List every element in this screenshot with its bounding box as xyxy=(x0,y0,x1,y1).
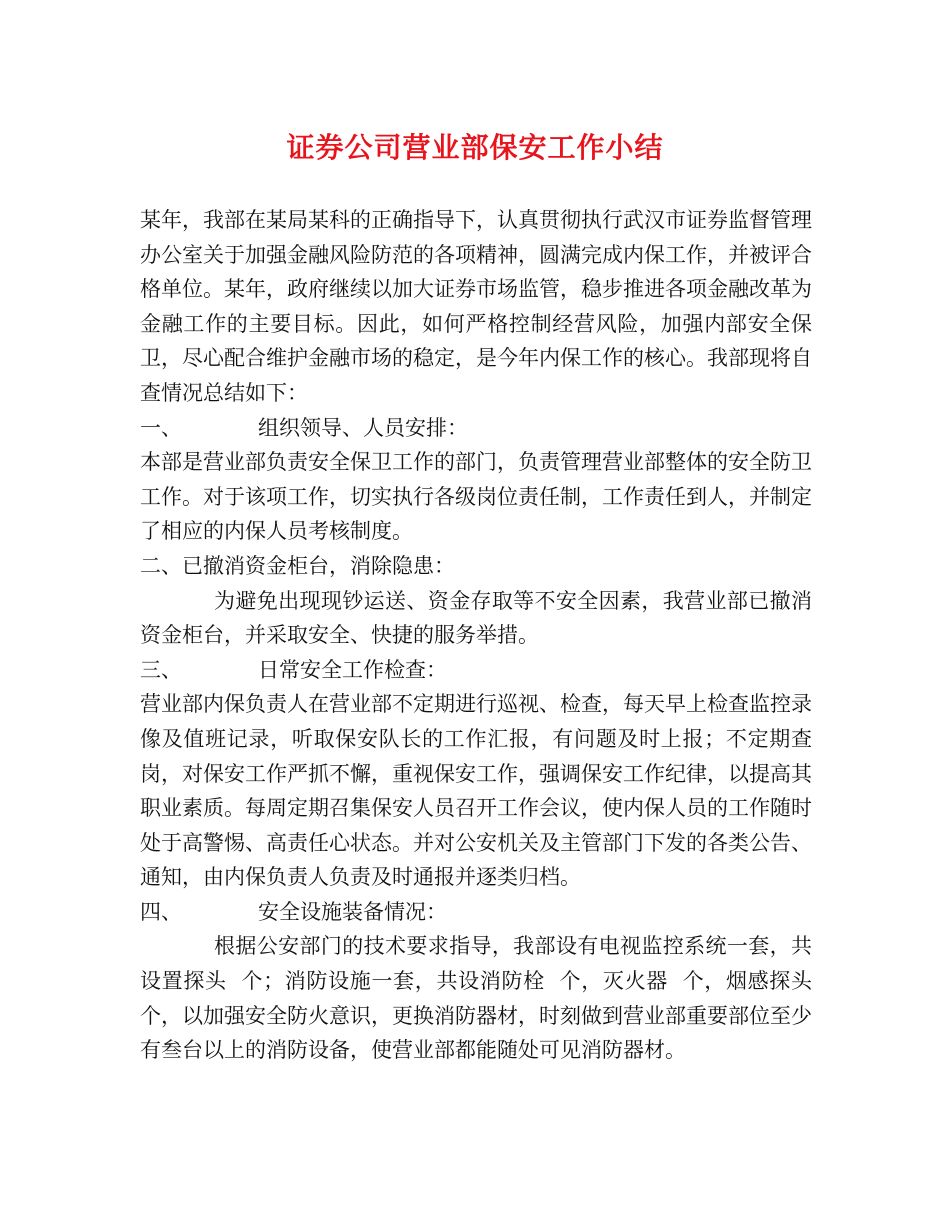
section-1-heading xyxy=(140,411,812,446)
section-3-heading xyxy=(140,653,812,688)
document-body xyxy=(140,203,839,1068)
section-2-paragraph: 为避免出现现钞运送、资金存取等不安全因素，我营业部已撤消资金柜台，并采取安全、快捷的服务举措。 xyxy=(140,588,812,648)
section-4-title: 安全设施装备情况： xyxy=(258,899,447,924)
section-3-paragraph: 营业部内保负责人在营业部不定期进行巡视、检查，每天早上检查监控录像及值班记录，听取保安队长的工作汇报，有问题及时上报；不定期查岗，对保安工作严抓不懈，重视保安工作，强调保安工作纪律，以提高其职业素质。每周定期召集保安人员召开工作会议，使内保人员的工作随时处于高警惕、高责任心状态。并对公安机关及主管部门下发的各类公告、通知，由内保负责人负责及时通报并逐类归档。 xyxy=(140,692,812,890)
section-1-number: 一、 xyxy=(140,415,182,440)
document-title: 证券公司营业部保安工作小结 xyxy=(286,131,664,164)
section-1-paragraph: 本部是营业部负责安全保卫工作的部门，负责管理营业部整体的安全防卫工作。对于该项工作，切实执行各级岗位责任制，工作责任到人，并制定了相应的内保人员考核制度。 xyxy=(140,450,812,544)
section-2-heading: 二、已撤消资金柜台，消除隐患： xyxy=(140,553,455,578)
section-3-title: 日常安全工作检查： xyxy=(258,657,447,682)
intro-paragraph: 某年，我部在某局某科的正确指导下，认真贯彻执行武汉市证券监督管理办公室关于加强金融风险防范的各项精神，圆满完成内保工作，并被评合格单位。某年，政府继续以加大证券市场监管，稳步推进各项金融改革为金融工作的主要目标。因此，如何严格控制经营风险，加强内部安全保卫，尽心配合维护金融市场的稳定，是今年内保工作的核心。我部现将自查情况总结如下： xyxy=(140,208,812,405)
section-3-number: 三、 xyxy=(140,657,182,682)
section-1-title: 组织领导、人员安排： xyxy=(258,415,468,440)
section-4-number: 四、 xyxy=(140,899,182,924)
section-4-heading xyxy=(140,895,812,930)
section-4-paragraph: 根据公安部门的技术要求指导，我部设有电视监控系统一套，共设置探头 个；消防设施一套，共设消防栓 个，灭火器 个，烟感探头 个，以加强安全防火意识，更换消防器材，时刻做到营业部重要部位至少有叁台以上的消防设备，使营业部都能随处可见消防器材。 xyxy=(140,934,839,1063)
